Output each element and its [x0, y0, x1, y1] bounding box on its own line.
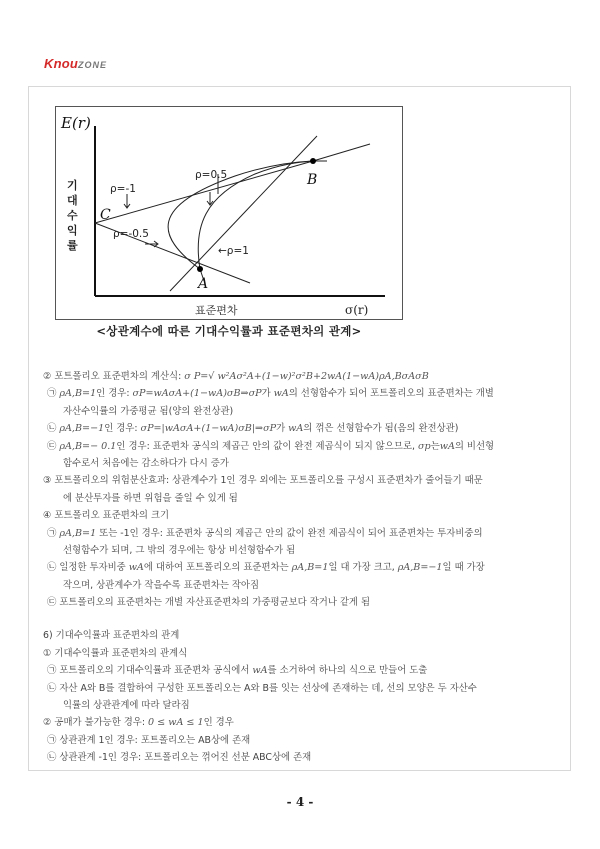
text: 일 대 가장 크고, — [328, 562, 398, 574]
formula: ρA,B=−1 — [397, 562, 443, 574]
section-heading: 6) 기대수익률과 표준편차의 관계 — [43, 630, 180, 642]
line-text: 자산수익률의 가중평균 됨(양의 완전상관) — [63, 405, 234, 417]
text: 인 경우 — [203, 717, 234, 729]
label-rho-neg05: ρ=-0.5 — [113, 228, 149, 240]
y-axis-korean-2: 대 — [67, 194, 78, 207]
line-text: 선형함수가 되며, 그 밖의 경우에는 항상 비선형함수가 됨 — [63, 544, 296, 556]
figure-risk-return — [55, 106, 403, 320]
line-heading: ① 기대수익률과 표준편차의 관계식 — [43, 647, 188, 659]
line-rho-1-or-neg1 — [43, 525, 568, 542]
knouzone-logo — [44, 56, 107, 72]
label-rho-neg1: ρ=-1 — [110, 183, 136, 195]
line-text: ㉡ 자산 A와 B를 결합하여 구성한 포트폴리오는 A와 B를 잇는 선상에 존재하는 데, 선의 모양은 두 자산수 — [47, 682, 477, 694]
formula: σP=|wAσA+(1−wA)σB|⇒σP — [140, 423, 277, 435]
line-text: ③ 포트폴리오의 위험분산효과: 상관계수가 1인 경우 외에는 포트폴리오를 구성시 표준편차가 줄어들기 때문 — [43, 475, 483, 487]
figure-svg — [55, 106, 403, 320]
line-text: 익률의 상관관계에 따라 달라짐 — [63, 700, 190, 712]
y-axis-korean-1: 기 — [67, 179, 78, 192]
text: ㉢ — [47, 440, 60, 452]
line-no-short-selling — [43, 714, 568, 731]
y-axis-korean-4: 익 — [67, 224, 78, 237]
text: ② 포트폴리오 표준편차의 계산식: — [43, 371, 185, 382]
formula: σp — [417, 440, 431, 452]
formula: wA — [273, 388, 289, 400]
formula: σP=wAσA+(1−wA)σB⇒σP — [132, 388, 262, 400]
text: ㉠ — [47, 527, 60, 539]
logo-part-2: ZONE — [78, 60, 108, 70]
text: 인 경우: 표준편차 공식의 제곱근 안의 값이 완전 제곱식이 되지 않으므로, — [116, 440, 418, 452]
formula: ρA,B=1 — [59, 527, 97, 539]
line-rho-neg1 — [43, 420, 568, 437]
logo-part-1: Knou — [44, 56, 79, 71]
formula-portfolio-sd: σ P=√ w²Aσ²A+(1−w)²σ²B+2wA(1−wA)ρA,BσAσB — [184, 371, 429, 382]
label-point-b: B — [307, 172, 318, 188]
text: ② 공매가 불가능한 경우: — [43, 717, 148, 729]
line-rho-neg01 — [43, 438, 568, 455]
line-eliminate-weight — [43, 662, 568, 679]
text: ㉡ 일정한 투자비중 — [47, 562, 129, 574]
line-text: 에 분산투자를 하면 위험을 줄일 수 있게 됨 — [63, 492, 238, 504]
page-number: - 4 - — [286, 795, 314, 809]
y-axis-label: E(r) — [61, 114, 91, 132]
label-rho-1: ←ρ=1 — [218, 245, 249, 257]
label-point-c: C — [100, 207, 111, 223]
formula: 0 ≤ wA ≤ 1 — [148, 717, 204, 729]
text: 또는 -1인 경우: 표준편차 공식의 제곱근 안의 값이 완전 제곱식이 되어 표준편차는 투자비중의 — [96, 527, 483, 539]
figure-caption: <상관계수에 따른 기대수익률과 표준편차의 관계> — [96, 324, 362, 338]
point-a — [197, 266, 203, 272]
line-text: ㉡ 상관관계 -1인 경우: 포트폴리오는 꺾어진 선분 ABC상에 존재 — [47, 752, 312, 764]
text: ㉠ — [47, 388, 60, 400]
body-text — [43, 368, 568, 767]
text: 는 — [430, 440, 440, 452]
line-text: 함수로서 처음에는 감소하다가 다시 증가 — [63, 457, 229, 469]
formula: ρA,B=− 0.1 — [59, 440, 117, 452]
label-point-a: A — [198, 276, 209, 292]
line-text: ㉢ 포트폴리오의 표준편차는 개별 자산표준편차의 가중평균보다 작거나 같게 됨 — [47, 597, 371, 609]
text: 일 때 가장 — [442, 562, 485, 574]
y-axis-korean-5: 률 — [67, 239, 78, 252]
line-rho-1 — [43, 385, 568, 402]
line-text: 작으며, 상관계수가 작을수록 표준편차는 작아짐 — [63, 579, 260, 591]
text: ㉠ 포트폴리오의 기대수익률과 표준편차 공식에서 — [47, 665, 253, 677]
text: 의 비선형 — [454, 440, 495, 452]
text: 의 꺾은 선형함수가 됨(음의 완전상관) — [303, 423, 459, 435]
line-heading: ④ 포트폴리오 표준편차의 크기 — [43, 510, 170, 522]
text: 인 경우: — [96, 388, 133, 400]
text: 에 대하여 포트폴리오의 표준편차는 — [143, 562, 292, 574]
text: 가 — [261, 388, 274, 400]
formula: wA — [252, 665, 268, 677]
label-rho-05: ρ=0.5 — [195, 169, 228, 181]
formula: ρA,B=1 — [291, 562, 329, 574]
text: 가 — [276, 423, 289, 435]
formula: wA — [288, 423, 304, 435]
x-axis-korean: 표준편차 — [195, 304, 238, 317]
formula: ρA,B=1 — [59, 388, 97, 400]
line-sd-formula — [43, 368, 568, 385]
line-fixed-weight — [43, 559, 568, 576]
point-b — [310, 158, 316, 164]
formula: wA — [439, 440, 455, 452]
formula: ρA,B=−1 — [59, 423, 105, 435]
x-axis-label: σ(r) — [345, 303, 369, 317]
y-axis-korean-3: 수 — [67, 209, 78, 222]
formula: wA — [128, 562, 144, 574]
text: 인 경우: — [104, 423, 141, 435]
text: 를 소거하여 하나의 식으로 만들어 도출 — [267, 665, 428, 677]
spacer — [43, 611, 568, 627]
line-text: ㉠ 상관관계 1인 경우: 포트폴리오는 AB상에 존재 — [47, 734, 251, 746]
text: ㉡ — [47, 423, 60, 435]
text: 의 선형함수가 되어 포트폴리오의 표준편차는 개별 — [288, 388, 494, 400]
